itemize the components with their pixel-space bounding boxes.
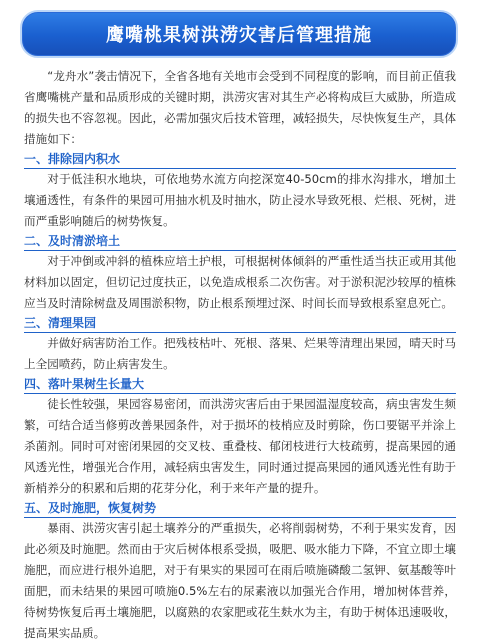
section-body-3: 并做好病害防治工作。把残枝枯叶、死根、落果、烂果等清理出果园，晴天时马上全园喷药，防止病害发生。 [24, 336, 456, 371]
section-heading-5: 五、及时施肥，恢复树势 [24, 499, 456, 518]
section-body-1: 对于低洼积水地块，可依地势水流方向挖深宽40-50cm的排水沟排水，增加土壤通透性，有条件的果园可用抽水机及时抽水，防止浸水导致死根、烂根、死树，进而严重影响随后的树势恢复。 [24, 172, 456, 228]
section-heading-1: 一、排除园内积水 [24, 150, 456, 169]
article-content [24, 66, 456, 644]
section-body-5: 暴雨、洪涝灾害引起土壤养分的严重损失，必将削弱树势，不利于果实发育，因此必须及时施肥。然而由于灾后树体根系受损，吸肥、吸水能力下降，不宜立即土壤施肥，而应进行根外追肥，对于有果实的果园可在雨后喷施磷酸二氢钾、氨基酸等叶面肥，而未结果的果园可喷施0.5%左右的尿素液以加强光合作用，增加树体营养，待树势恢复后再土壤施肥，以腐熟的农家肥或花生麸水为主，有助于树体迅速吸收，提高果实品质。 [24, 521, 456, 640]
section-heading-4: 四、落叶果树生长量大 [24, 375, 456, 394]
section-body-4: 徒长性较强，果园容易密闭，而洪涝灾害后由于果园温湿度较高，病虫害发生频繁，可结合适当修剪改善果园条件，对于损坏的枝梢应及时剪除，伤口要锯平并涂上杀菌剂。同时可对密闭果园的交叉枝、重叠枝、郁闭枝进行大枝疏剪，提高果园的通风透光性，增强光合作用，减轻病虫害发生，同时通过提高果园的通风透光性有助于新梢养分的积累和后期的花芽分化，利于来年产量的提升。 [24, 397, 456, 495]
section-body-2: 对于冲倒或冲斜的植株应培土护根，可根据树体倾斜的严重性适当扶正或用其他材料加以固定，但切记过度扶正，以免造成根系二次伤害。对于淤积泥沙较厚的植株应当及时清除树盘及周围淤积物，防止根系预埋过深、时间长而导致根系窒息死亡。 [24, 254, 456, 310]
page-title: 鹰嘴桃果树洪涝灾害后管理措施 [106, 25, 372, 46]
title-banner [20, 10, 458, 58]
intro-paragraph: “龙舟水”袭击情况下，全省各地有关地市会受到不同程度的影响，而目前正值我省鹰嘴桃产量和品质形成的关键时期，洪涝灾害对其生产必将构成巨大威胁，所造成的损失也不容忽视。因此，必需加强灾后技术管理，减轻损失，尽快恢复生产，具体措施如下： [24, 69, 456, 146]
section-heading-2: 二、及时清淤培土 [24, 232, 456, 251]
section-heading-3: 三、清理果园 [24, 314, 456, 333]
